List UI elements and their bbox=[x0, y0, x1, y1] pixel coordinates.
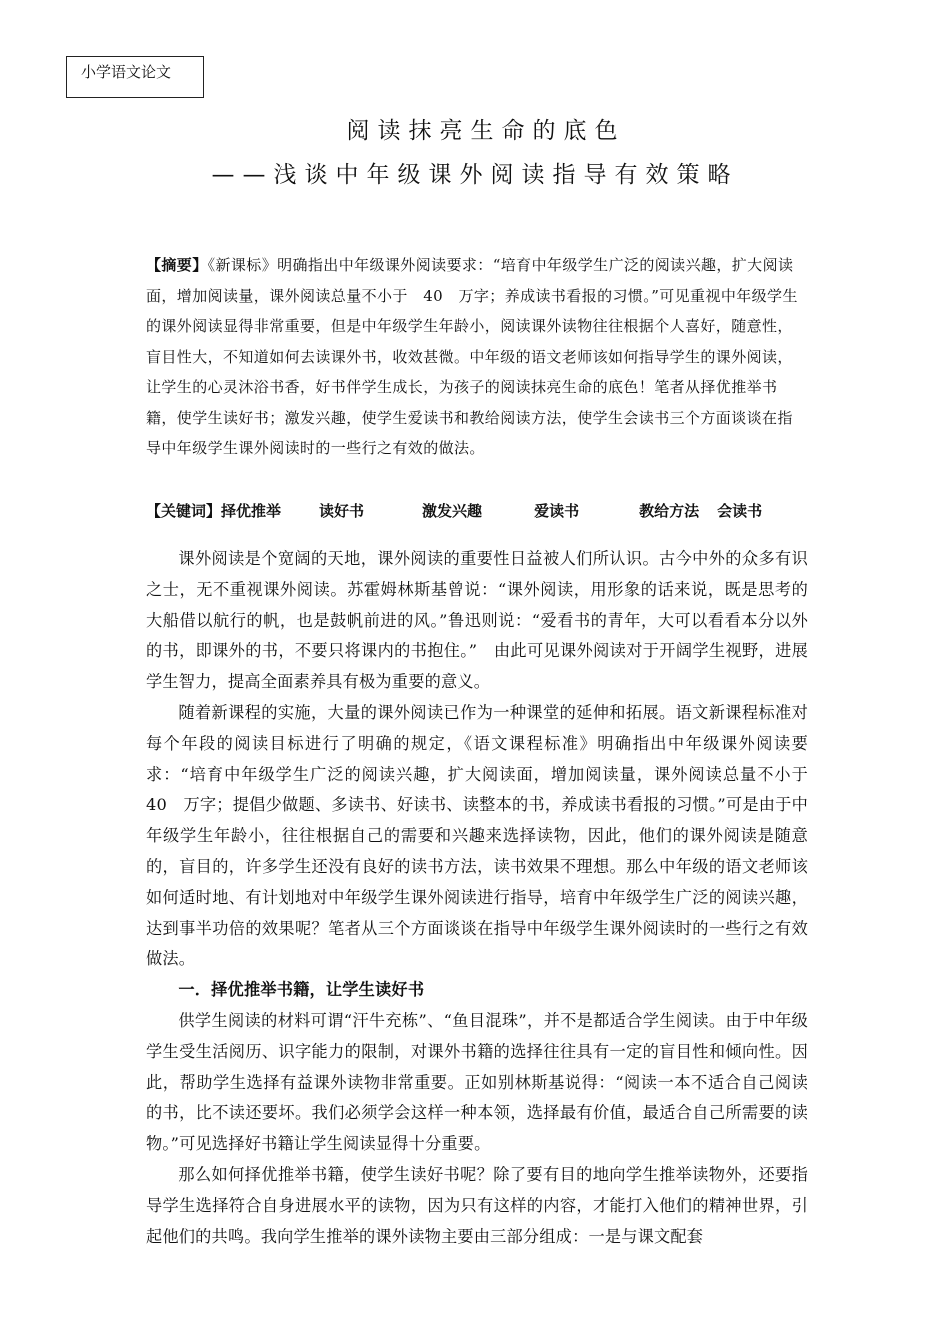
body-paragraph: 供学生阅读的材料可谓“汗牛充栋”、“鱼目混珠”，并不是都适合学生阅读。由于中年级学生受生活阅历、识字能力的限制，对课外书籍的选择往往具有一定的盲目性和倾向性。因此，帮助学生选择有益课外读物非常重要。正如别林斯基说得：“阅读一本不适合自己阅读的书，比不读还要坏。我们必须学会这样一种本领，选择最有价值，最适合自己所需要的读物。”可见选择好书籍让学生阅读显得十分重要。 bbox=[146, 1010, 808, 1154]
article-body bbox=[146, 544, 825, 1252]
category-tag: 小学语文论文 bbox=[66, 56, 204, 98]
keywords-label: 【关键词】 bbox=[146, 502, 222, 520]
page-title: 阅读抹亮生命的底色 bbox=[346, 118, 626, 144]
body-paragraph: 随着新课程的实施，大量的课外阅读已作为一种课堂的延伸和拓展。语文新课程标准对每个年段的阅读目标进行了明确的规定，《语文课程标准》明确指出中年级课外阅读要求：“培育中年级学生广泛的阅读兴趣，扩大阅读面，增加阅读量，课外阅读总量不小于 40 万字；提倡少做题、多读书、好读书、读整本的书，养成读书看报的习惯。”可是由于中年级学生年龄小，往往根据自己的需要和兴趣来选择读物，因此，他们的课外阅读是随意的，盲目的，许多学生还没有良好的读书方法，读书效果不理想。那么中年级的语文老师该如何适时地、有计划地对中年级学生课外阅读进行指导，培育中年级学生广泛的阅读兴趣，达到事半功倍的效果呢？笔者从三个方面谈谈在指导中年级学生课外阅读时的一些行之有效做法。 bbox=[146, 702, 825, 969]
abstract-text: 《新课标》明确指出中年级课外阅读要求：“培育中年级学生广泛的阅读兴趣，扩大阅读面，增加阅读量，课外阅读总量不小于 40 万字；养成读书看报的习惯。”可见重视中年级学生的课外阅读显得非常重要，但是中年级学生年龄小，阅读课外读物往往根据个人喜好，随意性，盲目性大，不知道如何去读课外书，收效甚微。中年级的语文老师该如何指导学生的课外阅读，让学生的心灵沐浴书香，好书伴学生成长，为孩子的阅读抹亮生命的底色！笔者从择优推举书籍，使学生读好书；激发兴趣，使学生爱读书和教给阅读方法，使学生会读书三个方面谈谈在指导中年级学生课外阅读时的一些行之有效的做法。 bbox=[146, 256, 798, 457]
abstract-label: 【摘要】 bbox=[146, 256, 208, 274]
keyword-item: 爱读书 bbox=[534, 502, 580, 520]
body-paragraph: 那么如何择优推举书籍，使学生读好书呢？除了要有目的地向学生推举读物外，还要指导学生选择符合自身进展水平的读物，因为只有这样的内容，才能打入他们的精神世界，引起他们的共鸣。我向学生推举的课外读物主要由三部分组成：一是与课文配套 bbox=[146, 1164, 808, 1246]
keyword-item: 教给方法 bbox=[639, 502, 700, 520]
keyword-item: 读好书 bbox=[319, 502, 365, 520]
body-paragraph: 课外阅读是个宽阔的天地，课外阅读的重要性日益被人们所认识。古今中外的众多有识之士，无不重视课外阅读。苏霍姆林斯基曾说：“课外阅读，用形象的话来说，既是思考的大船借以航行的帆，也是鼓帆前进的风。”鲁迅则说：“爱看书的青年，大可以看看本分以外的书，即课外的书，不要只将课内的书抱住。” 由此可见课外阅读对于开阔学生视野，进展学生智力，提高全面素养具有极为重要的意义。 bbox=[146, 549, 808, 692]
abstract bbox=[146, 250, 808, 464]
keyword-item: 会读书 bbox=[717, 502, 763, 520]
keyword-item: 激发兴趣 bbox=[422, 502, 483, 520]
keywords bbox=[146, 498, 808, 524]
keyword-item: 择优推举 bbox=[221, 502, 282, 520]
page-subtitle: ——浅谈中年级课外阅读指导有效策略 bbox=[211, 162, 739, 188]
section-heading: 一．择优推举书籍，让学生读好书 bbox=[178, 980, 425, 1000]
